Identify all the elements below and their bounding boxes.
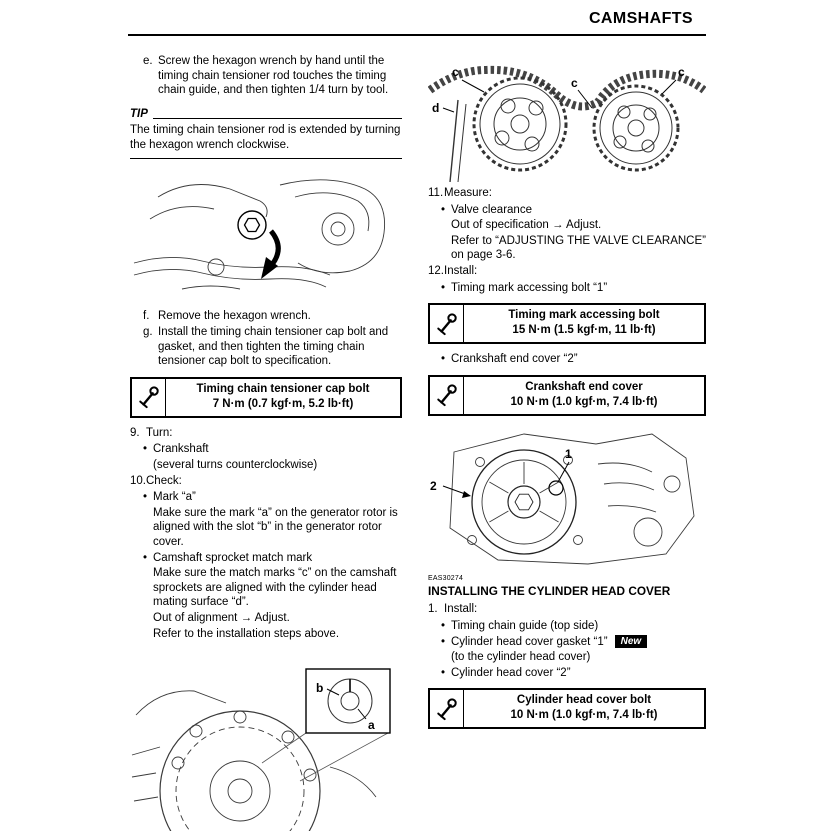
step-11 — [428, 186, 706, 201]
step-10 — [130, 474, 402, 489]
step-12-text: Install: — [444, 264, 478, 277]
hexagon-wrench-illustration — [130, 167, 402, 305]
step-e-text: Screw the hexagon wrench by hand until the timing chain tensioner rod touches the timing chain guide, and then tighten 1/4 turn by tool. — [158, 55, 389, 97]
bullet-camshaft-sprocket-match-mark — [130, 551, 402, 566]
step-e-letter: e. — [143, 55, 153, 67]
camshaft-sprockets-illustration — [428, 56, 706, 182]
torque-value: 15 N·m (1.5 kgf·m, 11 lb·ft) — [512, 324, 656, 337]
step-9-text: Turn: — [146, 426, 173, 439]
torque-icon-cell — [132, 379, 166, 416]
torque-value: 7 N·m (0.7 kgf·m, 5.2 lb·ft) — [212, 397, 354, 410]
step-12-number: 12. — [428, 264, 444, 277]
step-11-text: Measure: — [444, 187, 492, 199]
step-f-letter: f. — [143, 309, 150, 322]
timing-chain — [430, 70, 704, 107]
fig-crankshaft-end-cover — [428, 424, 706, 569]
bullet-cylinder-head-cover-gasket — [428, 635, 706, 650]
step-g-text: Install the timing chain tensioner cap bolt and gasket, and then tighten the timing chain tensioner cap bolt to specification. — [158, 326, 389, 368]
note-to-cylinder-head-cover: (to the cylinder head cover) — [451, 651, 591, 664]
step-f-text: Remove the hexagon wrench. — [158, 309, 311, 322]
step-1-text: Install: — [444, 603, 478, 616]
left-column — [130, 54, 402, 834]
torque-value: 10 N·m (1.0 kgf·m, 7.4 lb·ft) — [510, 709, 658, 722]
torque-wrench-icon — [436, 382, 458, 408]
bullet-mark-a-text: Mark “a” — [153, 491, 196, 504]
page-title: CAMSHAFTS — [588, 10, 693, 27]
bullet-cylinder-head-cover — [428, 666, 706, 681]
bullet-timing-chain-guide — [428, 619, 706, 634]
figure-label-c-2: c — [571, 76, 578, 90]
bullet-crankshaft-text: Crankshaft — [153, 443, 209, 456]
figure-label-d: d — [432, 101, 440, 115]
fig-generator-rotor — [130, 645, 402, 831]
right-column — [428, 54, 706, 737]
torque-item-name: Timing mark accessing bolt — [508, 309, 660, 322]
figure-label-c-1: c — [452, 65, 459, 79]
tip-label: TIP — [130, 107, 148, 120]
text-refer-installation: Refer to the installation steps above. — [153, 627, 340, 640]
step-11-number: 11. — [428, 187, 444, 199]
step-f — [130, 309, 402, 324]
bullet-dot: • — [441, 281, 446, 294]
bullet-crankshaft-end-cover — [428, 352, 706, 367]
bullet-crankshaft — [130, 442, 402, 457]
step-12 — [428, 264, 706, 279]
step-e — [130, 54, 402, 98]
bullet-dot: • — [143, 551, 148, 564]
bullet-head-cover-text: Cylinder head cover “2” — [451, 666, 571, 679]
torque-item-name: Timing chain tensioner cap bolt — [196, 382, 370, 395]
step-9-number: 9. — [130, 426, 140, 439]
figure-label-b: b — [316, 681, 324, 696]
text-refer-valve-clearance: Refer to “ADJUSTING THE VALVE CLEARANCE” on page 3-6. — [451, 234, 706, 262]
torque-wrench-icon — [138, 384, 160, 410]
crankshaft-end-cover-illustration — [428, 424, 706, 569]
tip-heading — [130, 107, 402, 122]
torque-wrench-icon — [436, 696, 458, 722]
text-match-mark-instruction: Make sure the match marks “c” on the camshaft sprockets are aligned with the cylinder head mating surface “d”. — [153, 567, 397, 609]
bullet-valve-text: Valve clearance — [451, 203, 532, 216]
torque-item-name: Crankshaft end cover — [525, 380, 643, 393]
step-g — [130, 325, 402, 369]
bullet-dot: • — [441, 635, 446, 648]
torque-spec-cylinder-head-cover-bolt — [428, 688, 706, 729]
torque-value: 10 N·m (1.0 kgf·m, 7.4 lb·ft) — [510, 395, 658, 408]
torque-spec-crankshaft-end-cover — [428, 375, 706, 416]
tip-end-rule — [130, 158, 402, 159]
header-rule — [128, 34, 706, 36]
bullet-mark-a — [130, 490, 402, 505]
fig-camshaft-sprockets — [428, 56, 706, 182]
bullet-dot: • — [441, 666, 446, 679]
bullet-dot: • — [441, 353, 446, 366]
step-9 — [130, 426, 402, 441]
hexagon-wrench-head — [238, 211, 266, 239]
text-mark-a-instruction: Make sure the mark “a” on the generator rotor is aligned with the slot “b” in the generator rotor cover. — [153, 506, 398, 548]
tip-text: The timing chain tensioner rod is extended by turning the hexagon wrench clockwise. — [130, 124, 401, 151]
note-counterclockwise: (several turns counterclockwise) — [153, 459, 318, 471]
figure-label-1: 1 — [565, 446, 572, 461]
section-code: EAS30274 — [428, 574, 464, 582]
step-g-letter: g. — [143, 326, 153, 339]
new-badge: New — [615, 635, 648, 648]
torque-wrench-icon — [436, 311, 458, 337]
figure-label-a: a — [368, 718, 375, 733]
figure-label-2: 2 — [430, 478, 437, 493]
step-1-number: 1. — [428, 603, 438, 616]
tip-heading-rule — [153, 118, 402, 119]
figure-label-c-3: c — [678, 65, 685, 79]
step-1-install — [428, 602, 706, 617]
step-10-number: 10. — [130, 474, 146, 487]
bullet-valve-clearance — [428, 203, 706, 218]
fig-hexagon-wrench-tensioner — [130, 167, 402, 305]
bullet-chain-guide-text: Timing chain guide (top side) — [451, 619, 599, 632]
torque-spec-tensioner-cap-bolt — [130, 377, 402, 418]
bullet-dot: • — [143, 443, 148, 456]
bullet-gasket-text: Cylinder head cover gasket “1” — [451, 635, 608, 648]
torque-icon-cell — [430, 305, 464, 342]
step-10-text: Check: — [146, 474, 182, 487]
torque-spec-timing-mark-accessing-bolt — [428, 303, 706, 344]
bullet-timing-mark-accessing-bolt — [428, 281, 706, 296]
bullet-end-cover-text: Crankshaft end cover “2” — [451, 353, 578, 366]
torque-icon-cell — [430, 690, 464, 727]
text-out-of-specification: Out of specification → Adjust. — [451, 219, 602, 232]
bullet-timing-bolt-text: Timing mark accessing bolt “1” — [451, 281, 608, 294]
bullet-match-mark-text: Camshaft sprocket match mark — [153, 551, 313, 564]
section-title: INSTALLING THE CYLINDER HEAD COVER — [428, 584, 671, 599]
bullet-dot: • — [143, 491, 148, 504]
bullet-dot: • — [441, 203, 446, 216]
torque-icon-cell — [430, 377, 464, 414]
text-out-of-alignment: Out of alignment → Adjust. — [153, 611, 290, 624]
bullet-dot: • — [441, 619, 446, 632]
generator-rotor-illustration — [130, 645, 402, 831]
torque-item-name: Cylinder head cover bolt — [516, 694, 652, 707]
